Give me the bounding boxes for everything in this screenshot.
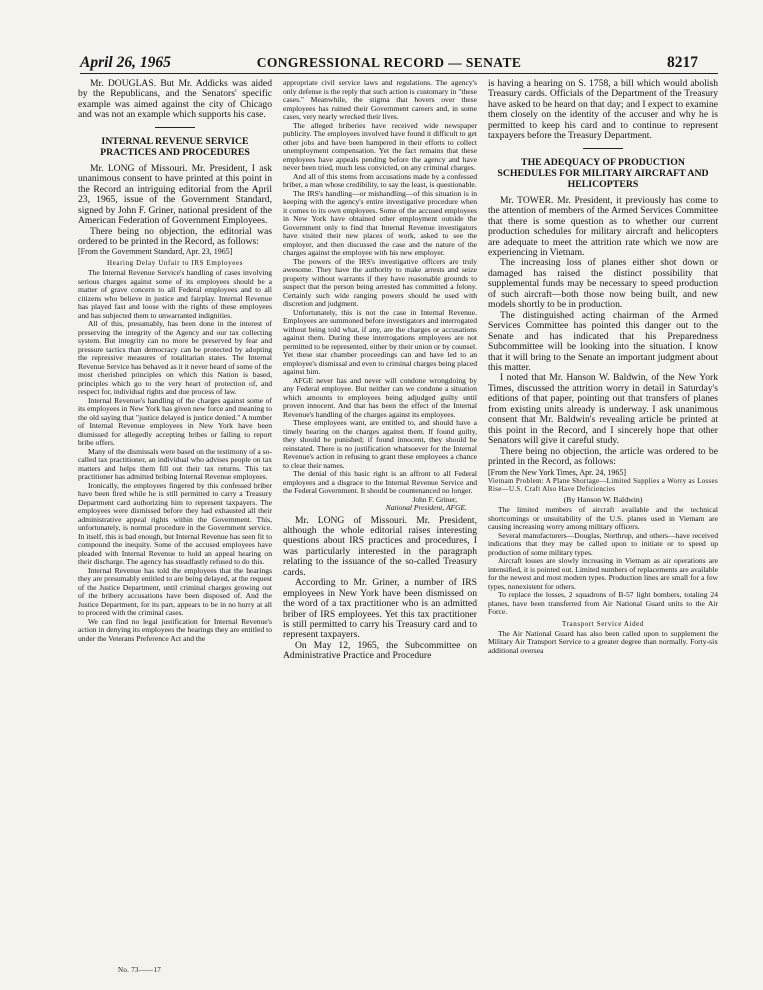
paragraph: is having a hearing on S. 1758, a bill which would abolish Treasury cards. Officials of the Department of the Treasury have asked to be heard on that day; and I expect to examine them closely on the identity of the accuser and why he is permitted to keep his card and to continue to represent taxpayers before the Treasury Department. (488, 79, 718, 142)
article-paragraph: Several manufacturers—Douglas, Northrup, and others—have received indications that they may be called upon to initiate or to speed up production of some military types. (488, 530, 718, 557)
editorial-paragraph: We can find no legal justification for Internal Revenue's action in denying its employees the hearings they are entitled to under the Veterans Preference Act and the (78, 616, 272, 643)
paragraph: The increasing loss of planes either shot down or damaged has raised the distinct possibility that supplemental funds may be necessary to speed production of such aircraft—both those now being built, and new models shortly to be in production. (488, 257, 718, 311)
source-citation: [From the New York Times, Apr. 24, 1965] (488, 467, 627, 477)
editorial-paragraph: The alleged briberies have received wide newspaper publicity. The employees involved have found it difficult to get other jobs and have been hampered in their efforts to collect unemployment compensation. Yet the fact remains that these employees have appeals pending before the agency and have never been tried, much less convicted, on any criminal charges. (283, 120, 477, 172)
paragraph: There being no objection, the article was ordered to be printed in the Record, as follows: (488, 445, 718, 468)
paragraph: Mr. DOUGLAS. But Mr. Addicks was aided by the Republicans, and the Senators' specific example was aimed against the city of Chicago and was not an example which supports his case. (78, 79, 272, 121)
editorial-paragraph: The Internal Revenue Service's handling of cases involving serious charges against some of its employees should be a matter of grave concern to all Federal employees and to all citizens who believe in justice and fairplay. Internal Revenue has played fast and loose with the rights of these employees and has subjected them to unwarranted indignities. (78, 268, 272, 320)
editorial-paragraph: Unfortunately, this is not the case in Internal Revenue. Employees are summoned before investigators and interrogated without being told what, if any, are the charges or accusations against them. During these interrogations employees are not permitted to be represented, either by their union or by counsel. Yet these star chamber proceedings can and have led to an employee's dismissal and even to criminal charges being placed against him. (283, 307, 477, 376)
page-number: 8217 (667, 54, 698, 71)
editorial-paragraph: And all of this stems from accusations made by a confessed briber, a man whose credibility, to say the least, is questionable. (283, 171, 477, 189)
editorial-paragraph: Internal Revenue's handling of the charges against some of its employees in New York has given new force and meaning to the old saying that "justice delayed is justice denied." A number of Internal Revenue employees in New York have been dismissed for allegedly accepting bribes or failing to report bribe offers. (78, 395, 272, 448)
editorial-headline: Hearing Delay Unfair to IRS Employees (107, 259, 243, 268)
editorial-paragraph: AFGE never has and never will condone wrongdoing by any Federal employee. But neither can we condone a situation which amounts to employees being adjudged guilty until proven innocent. And that has been the effect of the Internal Revenue's handling of the charges against its employees. (283, 375, 477, 419)
editorial-paragraph: All of this, presumably, has been done in the interest of preserving the integrity of the Agency and our tax collecting system. But integrity can no more be preserved by fear and pressure tactics than democracy can be protected by adopting the repressive measures of totalitarian states. The Internal Revenue Service has behaved as it it never heard of some of the most cherished principles on which this Nation is based, principles which go to the very heart of protection of, and respect for, individual rights and due process of law. (78, 319, 272, 397)
editorial-paragraph: appropriate civil service laws and regulations. The agency's only defense is the reply that such action is customary in "these cases." Meanwhile, the stigma that hovers over these employees has ruined their Government careers and, in some cases, very nearly wrecked their lives. (283, 79, 477, 121)
editorial-paragraph: The denial of this basic right is an affront to all Federal employees and a disgrace to the Internal Revenue Service and the Federal Government. It should be countenanced no longer. (283, 469, 477, 495)
section-heading: INTERNAL REVENUE SERVICE PRACTICES AND PROCEDURES (100, 135, 250, 158)
paragraph: Mr. TOWER. Mr. President, it previously has come to the attention of members of the Armed Services Committee that there is some question as to whether our current production schedules for military aircraft and helicopters are adequate to meet the attrition rate which we now are experiencing in Vietnam. (488, 194, 718, 258)
paragraph: The distinguished acting chairman of the Armed Services Committee has pointed this danger out to the Senate and has indicated that his Preparedness Subcommittee will be looking into the situation. I know that it will bring to the Senate an important judgment about this matter. (488, 309, 718, 373)
header-date: April 26, 1965 (80, 54, 171, 71)
signature-name: John F. Griner, (412, 494, 457, 504)
header-rule (80, 73, 718, 74)
article-headline: Vietnam Problem: A Plane Shortage—Limited Supplies a Worry as Losses Rise—U.S. Craft Also Have Deficiencies (488, 476, 718, 493)
article-paragraph: The limited numbers of aircraft available and the technical shortcomings or unsuitability of the U.S. planes used in Vietnam are causing increasing worry among military officers. (488, 505, 718, 531)
page-header (80, 54, 698, 74)
column-2 (283, 79, 477, 949)
section-heading: THE ADEQUACY OF PRODUCTION SCHEDULES FOR MILITARY AIRCRAFT AND HELICOPTERS (497, 156, 709, 190)
header-title: CONGRESSIONAL RECORD — SENATE (256, 55, 522, 70)
editorial-paragraph: Many of the dismissals were based on the testimony of a so-called tax practitioner, an individual who advises people on tax matters and helps them fill out their tax returns. This tax practitioner has admitted bribing Internal Revenue employees. (78, 446, 272, 482)
paragraph: I noted that Mr. Hanson W. Baldwin, of the New York Times, discussed the attrition worry in detail in Saturday's editions of that paper, pointing out that transfers of planes from existing units already is underway. I ask unanimous consent that Mr. Baldwin's revealing article be printed at this point in the Record, and I sincerely hope that other Senators will give it careful study. (488, 372, 718, 447)
section-divider (155, 127, 195, 128)
editorial-paragraph: Internal Revenue has told the employees that the hearings they are presumably entitled to are being delayed, at the request of the Justice Department, until criminal charges growing out of the bribery accusations have been disposed of. And the Justice Department, for its part, appears to be in no hurry at all to proceed with the criminal cases. (78, 565, 272, 618)
paragraph: According to Mr. Griner, a number of IRS employees in New York have been dismissed on the word of a tax practitioner who is an admitted briber of IRS employees. Yet this tax practitioner is still permitted to carry his Treasury card and to represent taxpayers. (283, 577, 477, 641)
paragraph: Mr. LONG of Missouri. Mr. President, I ask unanimous consent to have printed at this point in the Record an intriguing editorial from the April 23, 1965, issue of the Government Standard, signed by John F. Griner, national president of the American Federation of Government Employees. (78, 162, 272, 227)
editorial-paragraph: The IRS's handling—or mishandling—of this situation is in keeping with the agency's entire investigative procedure when it comes to its own employees. Some of the accused employees in New York have obtained other employment outside the Government only to find that Internal Revenue investigators have visited their new places of work, asked to see the employer, and then discussed the case and the nature of the charges against the employee with his new employer. (283, 188, 477, 257)
paragraph: Mr. LONG of Missouri. Mr. President, although the whole editorial raises interesting questions about IRS practices and procedures, I was particularly interested in the paragraph relating to the issuance of the so-called Treasury cards. (283, 514, 477, 578)
source-citation: [From the Government Standard, Apr. 23, 1965] (78, 247, 233, 257)
column-3 (488, 79, 718, 949)
editorial-paragraph: These employees want, are entitled to, and should have a timely hearing on the charges against them. If found guilty, they should be punished; if found innocent, they should be reinstated. There is no justification whatsoever for the Internal Revenue's action in refusing to grant these employees a chance to clear their names. (283, 418, 477, 470)
paragraph: There being no objection, the editorial was ordered to be printed in the Record, as follows: (78, 225, 272, 247)
article-byline: (By Hanson W. Baldwin) (563, 494, 643, 504)
article-subheading: Transport Service Aided (562, 619, 644, 628)
article-paragraph: Aircraft losses are slowly increasing in Vietnam as air operations are intensified, it is pointed out. Limited numbers of replacements are available for the newest and most modern types. Production lines are small for a few types, nonexistent for others. (488, 556, 718, 591)
paragraph: On May 12, 1965, the Subcommittee on Administrative Practice and Procedure (283, 639, 477, 662)
footer-number: No. 73——17 (118, 966, 162, 974)
article-paragraph: To replace the losses, 2 squadrons of B-57 light bombers, totaling 24 planes, have been transferred from Air National Guard units to the Air Force. (488, 590, 718, 616)
article-paragraph: The Air National Guard has also been called upon to supplement the Military Air Transport Service to a greater degree than normally. Forty-six additional oversea (488, 628, 718, 655)
signature-title: National President, AFGE. (385, 503, 467, 512)
column-1 (78, 79, 272, 949)
editorial-paragraph: The powers of the IRS's investigative officers are truly awesome. They have the authority to make arrests and seize property without warrants if they have reasonable grounds to suspect that the person being arrested has committed a felony. Certainly such wide ranging powers should be used with discretion and judgment. (283, 256, 477, 308)
section-divider (583, 148, 623, 149)
editorial-paragraph: Ironically, the employees fingered by this confessed briber have been fired while he is still permitted to carry a Treasury Department card authorizing him to represent taxpayers. The employees were dismissed before they had exhausted all their administrative appeal rights within the Government. This, unfortunately, is normal procedure in the Government service. In itself, this is bad enough, but Internal Revenue has seen fit to compound the inequity. Some of the accused employees have pleaded with Internal Revenue to hold an appeal hearing on their discharge. The agency has steadfastly refused to do this. (78, 480, 272, 567)
